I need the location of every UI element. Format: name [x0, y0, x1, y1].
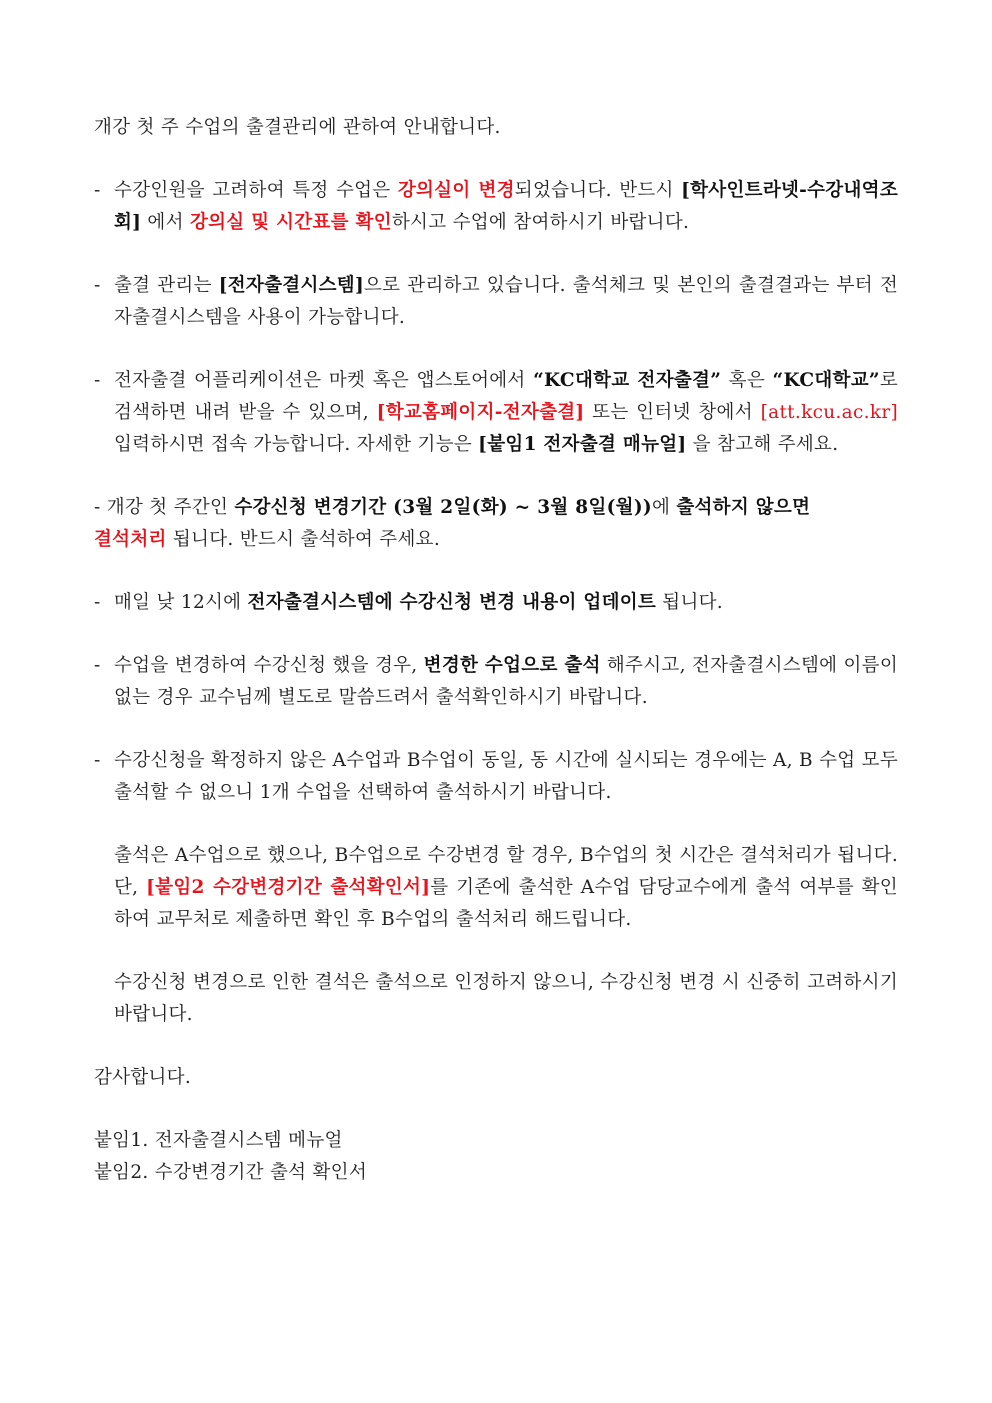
text-span: 에서	[141, 212, 190, 233]
bullet-text: 수강신청을 확정하지 않은 A수업과 B수업이 동일, 동 시간에 실시되는 경우에는 A, B 수업 모두 출석할 수 없으니 1개 수업을 선택하여 출석하시기 바랍니다.	[114, 750, 898, 803]
attachment-2: 붙임2. 수강변경기간 출석 확인서	[94, 1162, 368, 1183]
bullet-app-info	[94, 365, 898, 461]
text-span: 전자출결 어플리케이션은 마켓 혹은 앱스토어에서	[114, 370, 534, 391]
attendance-url: [att.kcu.ac.kr]	[760, 402, 898, 423]
bullet-dash: -	[94, 275, 101, 296]
bullet-dash: -	[94, 750, 101, 771]
highlight-red: 강의실 및 시간표를 확인	[189, 212, 392, 233]
text-span: - 개강 첫 주간인	[94, 497, 235, 518]
text-span: 해주시고, 전자출결시스템에 이름이 없는 경우 교수님께 별도로 말씀드려서 출석확인하시기 바랍니다.	[114, 655, 898, 708]
paragraph-attendance-confirmation	[94, 840, 898, 936]
highlight-bold: “KC대학교 전자출결”	[533, 370, 722, 391]
highlight-bold: [전자출결시스템]	[218, 275, 365, 296]
text-span: 됩니다.	[656, 592, 723, 613]
highlight-red: 결석처리	[94, 529, 167, 550]
bullet-dash: -	[94, 655, 101, 676]
closing-thanks: 감사합니다.	[94, 1067, 192, 1088]
highlight-red: [붙임2 수강변경기간 출석확인서]	[146, 877, 431, 898]
text-span: 하시고 수업에 참여하시기 바랍니다.	[391, 212, 690, 233]
text-span: 출결 관리는	[114, 275, 219, 296]
bullet-classroom-change	[94, 175, 898, 239]
text-span: 되었습니다. 반드시	[514, 180, 682, 201]
highlight-bold: 전자출결시스템에 수강신청 변경 내용이 업데이트	[247, 592, 657, 613]
text-span: 매일 낮 12시에	[114, 592, 248, 613]
text-span: 으로 관리하고 있습니다. 출석체크 및 본인의 출결결과는 부터 전자출결시스템을 사용이 가능합니다.	[114, 275, 899, 328]
bullet-attendance-system	[94, 270, 898, 334]
highlight-bold: 수강신청 변경기간 (3월 2일(화) ~ 3월 8일(월))	[234, 497, 652, 518]
bullet-overlap-classes	[94, 745, 898, 809]
text-span: 또는 인터넷 창에서	[584, 402, 761, 423]
highlight-bold: “KC대학교”	[772, 370, 880, 391]
bullet-text	[114, 270, 898, 334]
text-span: 을 참고해 주세요.	[686, 434, 839, 455]
bullet-dash: -	[94, 180, 101, 201]
bullet-dash: -	[94, 592, 101, 613]
highlight-bold: [붙임1 전자출결 매뉴얼]	[478, 434, 687, 455]
bullet-text	[114, 175, 898, 239]
text-span: 에	[651, 497, 677, 518]
highlight-red: 강의실이 변경	[397, 180, 515, 201]
text-span: 출석은 A수업으로 했으나, B수업으로 수강변경 할 경우, B수업의 첫 시간은 결석처리가 됩니다. 단,	[114, 845, 898, 898]
text-span: 를 기존에 출석한 A수업 담당교수에게 출석 여부를 확인하여 교무처로 제출하면 확인 후 B수업의 출석처리 해드립니다.	[114, 877, 898, 930]
attachment-1: 붙임1. 전자출결시스템 메뉴얼	[94, 1130, 343, 1151]
bullet-text	[114, 650, 898, 714]
bullet-daily-update	[94, 587, 898, 619]
highlight-bold: 출석하지 않으면	[676, 497, 811, 518]
text-span: 입력하시면 접속 가능합니다. 자세한 기능은	[114, 434, 479, 455]
paragraph-absence-warning: 수강신청 변경으로 인한 결석은 출석으로 인정하지 않으니, 수강신청 변경 시 신중히 고려하시기 바랍니다.	[114, 972, 898, 1025]
text-span: 로 검색하면 내려 받을 수 있으며,	[114, 370, 899, 423]
highlight-bold: 변경한 수업으로 출석	[423, 655, 601, 676]
text-span: 수업을 변경하여 수강신청 했을 경우,	[114, 655, 424, 676]
bullet-dash: -	[94, 370, 101, 391]
text-span: 혹은	[721, 370, 773, 391]
bullet-first-week-absence	[94, 492, 898, 556]
bullet-text	[114, 587, 898, 619]
bullet-text	[114, 365, 898, 461]
text-span: 됩니다. 반드시 출석하여 주세요.	[166, 529, 440, 550]
bullet-changed-class	[94, 650, 898, 714]
highlight-red: [학교홈페이지-전자출결]	[376, 402, 585, 423]
notice-document	[94, 112, 898, 1189]
text-span: 수강인원을 고려하여 특정 수업은	[114, 180, 398, 201]
highlight-bold: [학사인트라넷-수강내역조회]	[114, 180, 898, 233]
intro-text: 개강 첫 주 수업의 출결관리에 관하여 안내합니다.	[94, 117, 501, 138]
